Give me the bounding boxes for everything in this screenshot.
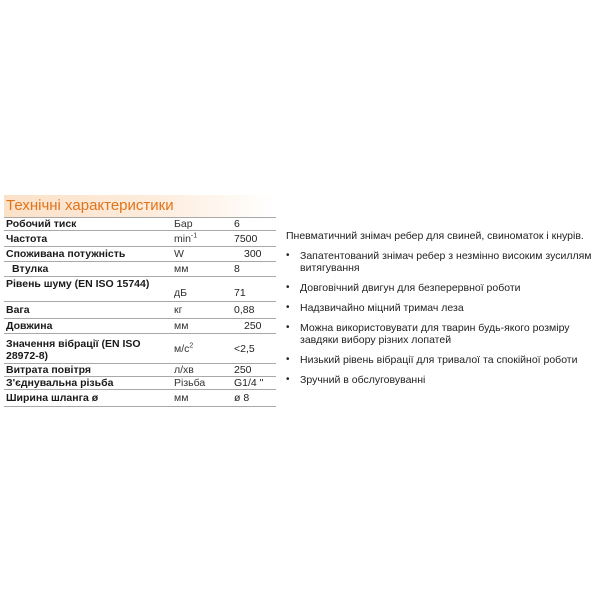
spec-param: Робочий тиск <box>4 218 172 231</box>
feature-text: Надзвичайно міцний тримач леза <box>300 302 464 314</box>
spec-value: 250 <box>232 319 276 334</box>
feature-text: Низький рівень вібрації для тривалої та спокійної роботи <box>300 354 578 366</box>
spec-row-sleeve <box>4 262 276 277</box>
specifications-table <box>4 217 276 407</box>
spec-row-pressure <box>4 218 276 231</box>
spec-row-noise <box>4 277 276 302</box>
spec-param: Ширина шланга ø <box>4 390 172 407</box>
spec-row-weight <box>4 302 276 319</box>
feature-text: Запатентований знімач ребер з незмінно високим зусиллям витягування <box>300 250 592 274</box>
spec-param: Довжина <box>4 319 172 334</box>
feature-item <box>286 250 598 274</box>
spec-unit: Бар <box>172 218 232 231</box>
spec-row-vibration <box>4 334 276 364</box>
spec-unit <box>172 334 232 364</box>
bullet-icon: • <box>286 354 290 365</box>
spec-unit: кг <box>172 302 232 319</box>
spec-value: 0,88 <box>232 302 276 319</box>
spec-param: Рівень шуму (EN ISO 15744) <box>4 277 172 302</box>
feature-item <box>286 374 598 386</box>
spec-unit: л/хв <box>172 364 232 377</box>
spec-value: 7500 <box>232 231 276 247</box>
spec-unit-base: min <box>174 232 191 245</box>
spec-unit: мм <box>172 390 232 407</box>
spec-unit: мм <box>172 319 232 334</box>
spec-row-frequency <box>4 231 276 247</box>
spec-param: Частота <box>4 231 172 247</box>
features-list <box>286 250 598 386</box>
feature-item <box>286 282 598 294</box>
specifications-block <box>4 195 276 407</box>
features-block <box>286 230 598 394</box>
spec-row-thread <box>4 377 276 390</box>
spec-value: 6 <box>232 218 276 231</box>
bullet-icon: • <box>286 250 290 261</box>
bullet-icon: • <box>286 302 290 313</box>
spec-param: Вага <box>4 302 172 319</box>
spec-value: 300 <box>232 247 276 262</box>
bullet-icon: • <box>286 322 290 333</box>
feature-text: Можна використовувати для тварин будь-якого розміру завдяки вибору різних лопатей <box>300 322 570 346</box>
spec-param: Споживана потужність <box>4 247 172 262</box>
spec-value: <2,5 <box>232 334 276 364</box>
spec-param: З'єднувальна різьба <box>4 377 172 390</box>
spec-param: Втулка <box>4 262 172 277</box>
feature-item <box>286 302 598 314</box>
spec-unit <box>172 231 232 247</box>
spec-row-power <box>4 247 276 262</box>
spec-value: 250 <box>232 364 276 377</box>
spec-unit-sup: -1 <box>190 232 198 239</box>
spec-unit: мм <box>172 262 232 277</box>
feature-text: Зручний в обслуговуванні <box>300 374 426 386</box>
spec-unit-sup: 2 <box>189 342 194 349</box>
spec-unit: Різьба <box>172 377 232 390</box>
spec-param: Значення вібрації (EN ISO 28972-8) <box>4 334 172 364</box>
feature-item <box>286 322 598 346</box>
spec-value: 71 <box>232 277 276 302</box>
spec-value: ø 8 <box>232 390 276 407</box>
spec-unit-base: м/с <box>174 342 190 355</box>
specifications-title: Технічні характеристики <box>4 195 276 217</box>
bullet-icon: • <box>286 282 290 293</box>
spec-row-hose-width <box>4 390 276 407</box>
spec-value: 8 <box>232 262 276 277</box>
feature-item <box>286 354 598 366</box>
spec-param: Витрата повітря <box>4 364 172 377</box>
spec-value: G1/4 " <box>232 377 276 390</box>
features-intro: Пневматичний знімач ребер для свиней, свиноматок і кнурів. <box>286 230 584 242</box>
spec-row-length <box>4 319 276 334</box>
spec-unit: W <box>172 247 232 262</box>
spec-unit: дБ <box>172 277 232 302</box>
bullet-icon: • <box>286 374 290 385</box>
feature-text: Довговічний двигун для безперервної роботи <box>300 282 521 294</box>
spec-row-air-consumption <box>4 364 276 377</box>
